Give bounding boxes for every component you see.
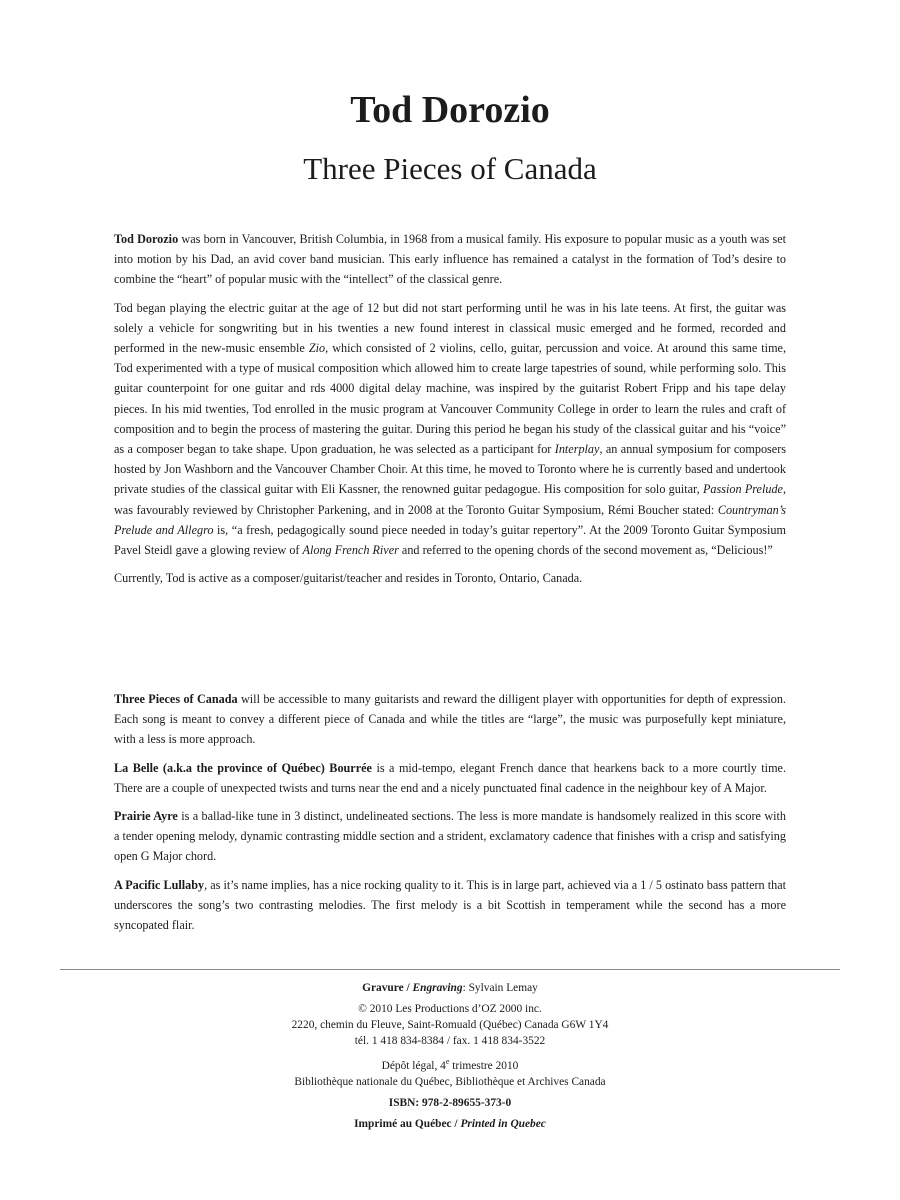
notes-pacific-text: , as it’s name implies, has a nice rocking quality to it. This is in large part, achieved via a 1 / 5 ostinato bass pattern that underscores the song’s two contrasting melodies. The first melody is a bit Scottish in temperament while the second has a more syncopated flair. xyxy=(114,877,786,933)
library-line: Bibliothèque nationale du Québec, Bibliothèque et Archives Canada xyxy=(294,1075,606,1088)
legal-sup: e xyxy=(445,1057,450,1066)
isbn: ISBN: 978-2-89655-373-0 xyxy=(388,1096,512,1109)
printed-en: Printed in Quebec xyxy=(460,1117,546,1130)
work-along-french-river: Along French River xyxy=(302,543,399,558)
notes-pacific-title: A Pacific Lullaby xyxy=(114,877,205,892)
legal-deposit xyxy=(0,1054,900,1074)
notes-prairie-title: Prairie Ayre xyxy=(114,809,178,824)
notes-belle-text: is a mid-tempo, elegant French dance that hearkens back to a more courtly time. There are a couple of unexpected twists and turns near the end and a nicely punctuated final cadence in the neighbour key of A Major. xyxy=(114,760,786,795)
bio-paragraph-1 xyxy=(114,229,786,290)
bio-p2-d: , was favourably reviewed by Christopher Parkening, and in 2008 at the Toronto Guitar Symposium, Rémi Boucher stated: xyxy=(114,482,786,517)
notes-intro xyxy=(114,689,786,750)
bio-paragraph-3: Currently, Tod is active as a composer/guitarist/teacher and resides in Toronto, Ontario, Canada. xyxy=(114,571,583,586)
bio-p1-text: was born in Vancouver, British Columbia, in 1968 from a musical family. His exposure to popular music as a youth was set into motion by his Dad, an avid cover band musician. This early influence has remained a catalyst in the formation of Tod’s desire to combine the “heart” of popular music with the “intellect” of the classical genre. xyxy=(114,232,786,287)
notes-belle xyxy=(114,758,786,798)
notes-intro-text: will be accessible to many guitarists and reward the dilligent player with opportunities for depth of expression. Each song is meant to convey a different piece of Canada and while the titles are “large”, the music was purposefully kept miniature, with a less is more approach. xyxy=(114,692,786,747)
symposium-name: Interplay xyxy=(554,442,600,457)
printed-fr: Imprimé au Québec / xyxy=(354,1117,461,1130)
engraving-label-en: Engraving xyxy=(412,982,463,994)
composer-name: Tod Dorozio xyxy=(350,89,550,131)
bio-p2-a: Tod began playing the electric guitar at the age of 12 but did not start performing until he was in his late teens. At first, the guitar was solely a vehicle for songwriting but in his twenties a new found interest in classical music emerged and he formed, recorded and performed in the new-music ensemble xyxy=(114,300,786,356)
notes-belle-title: La Belle (a.k.a the province of Québec) Bourrée xyxy=(114,760,372,775)
engraving-credit xyxy=(0,980,900,996)
bio-paragraph-2 xyxy=(114,298,786,561)
bio-p2-c: , an annual symposium for composers hosted by Jon Washborn and the Vancouver Chamber Choir. At this time, he moved to Toronto where he is currently based and undertook private studies of the classical guitar with Eli Kassner, the renowned guitar pedagogue. His composition for solo guitar, xyxy=(114,442,786,497)
work-passion-prelude: Passion Prelude xyxy=(702,482,783,497)
publisher-address: 2220, chemin du Fleuve, Saint-Romuald (Québec) Canada G6W 1Y4 xyxy=(291,1019,609,1031)
notes-pacific xyxy=(114,875,786,936)
bio-p2-e: is, “a fresh, pedagogically sound piece needed in today’s guitar repertory”. At the 2009 Toronto Guitar Symposium Pavel Steidl gave a glowing review of xyxy=(114,522,786,558)
notes-intro-title: Three Pieces of Canada xyxy=(114,692,238,706)
legal-suffix: trimestre 2010 xyxy=(449,1059,519,1072)
notes-prairie xyxy=(114,806,786,867)
publisher-phone: tél. 1 418 834-8384 / fax. 1 418 834-3522 xyxy=(354,1035,546,1047)
copyright-line: © 2010 Les Productions d’OZ 2000 inc. xyxy=(358,1003,542,1015)
work-title: Three Pieces of Canada xyxy=(303,151,597,186)
colophon xyxy=(0,980,900,1132)
printed-line xyxy=(0,1116,900,1132)
notes-prairie-text: is a ballad-like tune in 3 distinct, undelineated sections. The less is more mandate is handsomely realized in this score with a tender opening melody, dynamic contrasting middle section and a strident, exclamatory cadence that finishes with a crisp and satisfying open G Major chord. xyxy=(114,809,786,864)
engraving-label-fr: Gravure / xyxy=(362,982,413,994)
divider xyxy=(60,969,840,970)
legal-prefix: Dépôt légal, 4 xyxy=(381,1059,446,1072)
work-countryman: Countryman’s Prelude and Allegro xyxy=(114,502,786,537)
engraver-name: : Sylvain Lemay xyxy=(462,982,538,994)
bio-p2-f: and referred to the opening chords of the second movement as, “Delicious!” xyxy=(398,543,773,558)
ensemble-name: Zio xyxy=(308,341,326,356)
program-notes xyxy=(114,689,786,943)
biography xyxy=(114,229,786,596)
bio-name: Tod Dorozio xyxy=(114,232,179,246)
bio-p2-b: , which consisted of 2 violins, cello, guitar, percussion and voice. At around this same time, Tod experimented with a type of musical composition which allowed him to create large tapestries of sound, while performing solo. This guitar counterpoint for one guitar and rds 4000 digital delay machine, was inspired by the guitarist Robert Fripp and his tape delay pieces. In his mid twenties, Tod enrolled in the music program at Vancouver Community College in order to learn the rules and craft of composition and to begin the process of mastering the guitar. During this period he began his study of the classical guitar and his “voice” as a composer began to take shape. Upon graduation, he was selected as a participant for xyxy=(114,341,787,457)
